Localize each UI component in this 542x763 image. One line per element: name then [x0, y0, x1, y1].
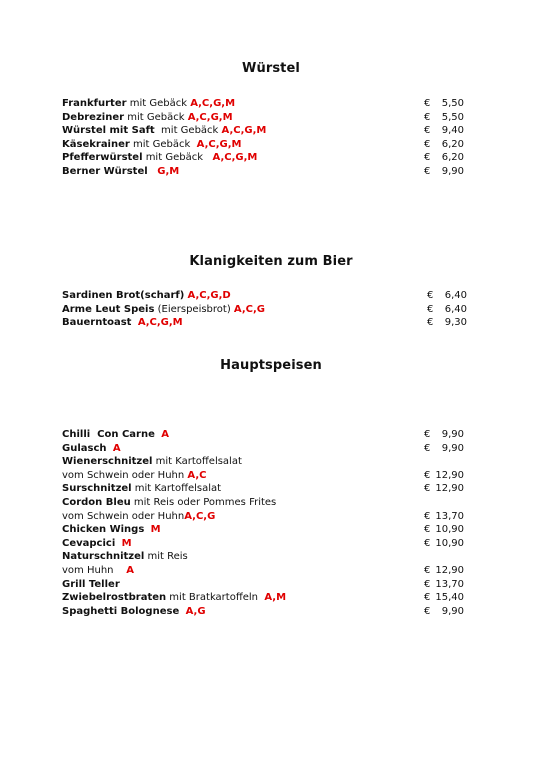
price-amount: 9,40: [441, 125, 464, 137]
price-amount: 10,90: [435, 537, 464, 549]
item-description: mit Kartoffelsalat: [152, 456, 242, 468]
menu-item: [62, 151, 482, 165]
price-amount: 9,90: [441, 165, 464, 177]
menu-item: [62, 496, 482, 510]
item-description: mit Gebäck: [129, 138, 197, 150]
item-allergens: A,C,G: [233, 303, 265, 315]
item-name: Pfefferwürstel: [62, 152, 143, 164]
section-title-wuerstel: Würstel: [242, 61, 300, 76]
price-amount: 6,40: [444, 290, 467, 301]
menu-list-hauptspeisen: [62, 428, 482, 618]
item-allergens: A,C,G,D: [187, 290, 231, 301]
currency-symbol: €: [424, 469, 431, 481]
menu-item: [62, 469, 482, 483]
price-amount: 13,70: [435, 510, 464, 522]
item-allergens: A,C,G,M: [221, 125, 267, 137]
menu-item: [62, 510, 482, 524]
item-name: Frankfurter: [62, 98, 127, 109]
price-amount: 12,90: [435, 483, 464, 495]
item-allergens: A,C,G,M: [187, 111, 233, 123]
price-amount: 9,30: [444, 317, 467, 329]
item-name: Arme Leut Speis: [62, 303, 155, 315]
price-amount: 5,50: [441, 111, 464, 123]
item-allergens: M: [121, 537, 132, 549]
item-description: mit Gebäck: [142, 152, 213, 164]
menu-item: [62, 165, 482, 179]
currency-symbol: €: [424, 524, 431, 536]
price-amount: 6,20: [441, 138, 464, 150]
currency-symbol: €: [424, 152, 431, 164]
menu-item: [62, 289, 482, 303]
item-name: Chicken Wings: [62, 524, 145, 536]
price-amount: 9,90: [441, 429, 464, 440]
item-name: Spaghetti Bolognese: [62, 605, 180, 617]
menu-item: [62, 550, 482, 564]
currency-symbol: €: [424, 592, 431, 604]
price-amount: 15,40: [435, 592, 464, 604]
menu-item: [62, 124, 482, 138]
item-allergens: A,M: [264, 592, 287, 604]
item-name: Chilli Con Carne: [62, 429, 155, 440]
price-amount: 12,90: [435, 469, 464, 481]
item-description: mit Bratkartoffeln: [166, 592, 265, 604]
item-name: Debreziner: [62, 111, 125, 123]
currency-symbol: €: [424, 429, 431, 440]
item-allergens: A,C,G,M: [190, 98, 236, 109]
price-amount: 6,40: [444, 303, 467, 315]
item-description: (Eierspeisbrot): [154, 303, 234, 315]
item-allergens: A: [126, 564, 134, 576]
item-name: Käsekrainer: [62, 138, 130, 150]
price-amount: 13,70: [435, 578, 464, 590]
item-name: Sardinen Brot(scharf): [62, 290, 185, 301]
currency-symbol: €: [427, 317, 434, 329]
price-amount: 10,90: [435, 524, 464, 536]
item-description: vom Huhn: [62, 564, 127, 576]
item-name: Bauerntoast: [62, 317, 132, 329]
item-name: Naturschnitzel: [62, 551, 145, 563]
currency-symbol: €: [424, 605, 431, 617]
menu-item: [62, 482, 482, 496]
item-allergens: A,C: [187, 469, 207, 481]
price-amount: 5,50: [441, 98, 464, 109]
item-description: mit Reis oder Pommes Frites: [130, 496, 277, 508]
item-name: Grill Teller: [62, 578, 120, 590]
menu-item: [62, 111, 482, 125]
menu-item: [62, 303, 482, 317]
menu-item: [62, 428, 482, 442]
currency-symbol: €: [424, 111, 431, 123]
item-name: Würstel mit Saft: [62, 125, 155, 137]
item-description: vom Schwein oder Huhn: [62, 510, 185, 522]
item-allergens: A,G: [185, 605, 206, 617]
currency-symbol: €: [427, 303, 434, 315]
currency-symbol: €: [424, 125, 431, 137]
menu-item: [62, 138, 482, 152]
item-name: Cevapcici: [62, 537, 116, 549]
menu-item: [62, 97, 482, 111]
item-name: Cordon Bleu: [62, 496, 131, 508]
item-description: mit Reis: [144, 551, 188, 563]
currency-symbol: €: [424, 165, 431, 177]
price-amount: 6,20: [441, 152, 464, 164]
item-allergens: M: [150, 524, 161, 536]
menu-list-klanigkeiten: [62, 289, 482, 330]
price-amount: 12,90: [435, 564, 464, 576]
currency-symbol: €: [424, 442, 431, 454]
currency-symbol: €: [424, 510, 431, 522]
item-description: mit Gebäck: [154, 125, 222, 137]
item-allergens: G,M: [157, 165, 180, 177]
item-name: Wienerschnitzel: [62, 456, 153, 468]
menu-list-wuerstel: [62, 97, 482, 179]
menu-item: [62, 605, 482, 619]
currency-symbol: €: [424, 138, 431, 150]
currency-symbol: €: [424, 98, 431, 109]
menu-item: [62, 523, 482, 537]
currency-symbol: €: [424, 578, 431, 590]
price-amount: 9,90: [441, 442, 464, 454]
currency-symbol: €: [424, 483, 431, 495]
item-description: mit Gebäck: [126, 98, 191, 109]
section-title-hauptspeisen: Hauptspeisen: [220, 358, 322, 373]
item-allergens: A,C,G,M: [212, 152, 258, 164]
menu-item: [62, 591, 482, 605]
currency-symbol: €: [427, 290, 434, 301]
item-allergens: A: [161, 429, 169, 440]
currency-symbol: €: [424, 537, 431, 549]
item-allergens: A,C,G,M: [137, 317, 183, 329]
item-name: Surschnitzel: [62, 483, 132, 495]
item-name: Berner Würstel: [62, 165, 148, 177]
item-description: mit Gebäck: [124, 111, 188, 123]
section-title-klanigkeiten: Klanigkeiten zum Bier: [189, 254, 353, 269]
menu-item: [62, 442, 482, 456]
menu-item: [62, 455, 482, 469]
menu-item: [62, 564, 482, 578]
menu-item: [62, 578, 482, 592]
currency-symbol: €: [424, 564, 431, 576]
item-description: mit Kartoffelsalat: [131, 483, 222, 495]
price-amount: 9,90: [441, 605, 464, 617]
menu-item: [62, 316, 482, 330]
item-name: Gulasch: [62, 442, 107, 454]
item-allergens: A: [112, 442, 121, 454]
item-description: [148, 166, 158, 177]
item-name: Zwiebelrostbraten: [62, 592, 167, 604]
menu-item: [62, 537, 482, 551]
item-allergens: A,C,G: [184, 510, 216, 522]
item-allergens: A,C,G,M: [196, 138, 242, 150]
item-description: vom Schwein oder Huhn: [62, 469, 188, 481]
